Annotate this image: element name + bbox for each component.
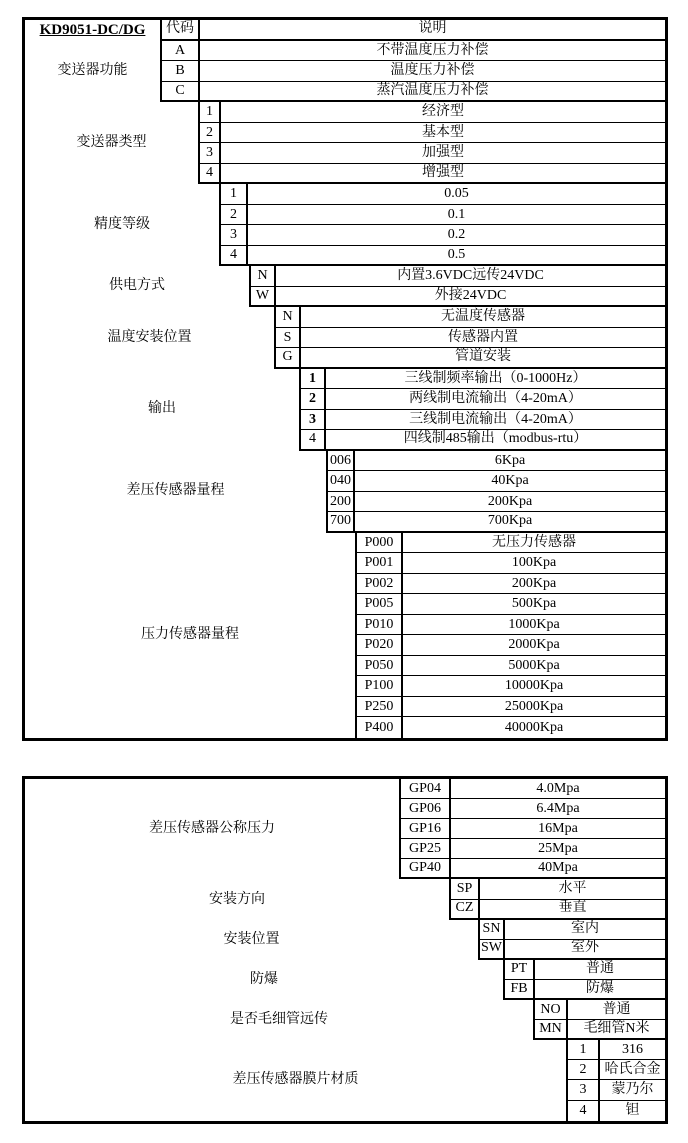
code-cell: 1 — [301, 369, 326, 389]
table-row — [328, 471, 665, 492]
section-label: 变送器类型 — [25, 102, 200, 184]
code-cell: 4 — [301, 430, 326, 449]
description-cell: 6Kpa — [494, 452, 526, 468]
option-section — [25, 1000, 665, 1040]
table-row — [480, 940, 665, 960]
table-row — [357, 656, 665, 677]
description-cell: 外接24VDC — [434, 287, 507, 303]
description-cell: 经济型 — [422, 104, 464, 119]
table-row — [357, 615, 665, 636]
table-row — [480, 920, 665, 940]
kd9051-ordering-table-upper — [22, 17, 668, 741]
description-cell: 无压力传感器 — [492, 534, 576, 550]
section-label: 是否毛细管远传 — [25, 1000, 535, 1040]
code-cell: 700 — [328, 512, 355, 531]
table-row — [451, 879, 665, 899]
code-cell: B — [162, 61, 200, 81]
description-cell: 钽 — [625, 1103, 640, 1119]
code-cell: G — [276, 348, 301, 367]
option-section — [25, 41, 665, 103]
code-cell: 200 — [328, 492, 355, 512]
code-cell: GP06 — [401, 799, 451, 818]
code-cell: CZ — [451, 900, 480, 918]
code-cell: 3 — [221, 225, 248, 245]
description-cell: 5000Kpa — [508, 657, 560, 673]
table-row — [535, 1000, 665, 1020]
option-section — [25, 102, 665, 184]
section-rows — [401, 779, 665, 879]
description-cell: 水平 — [558, 881, 587, 897]
table-row — [301, 410, 665, 431]
description-column-header: 说明 — [418, 21, 447, 36]
code-cell: GP25 — [401, 839, 451, 858]
code-cell: 1 — [200, 102, 221, 122]
description-cell: 传感器内置 — [448, 329, 518, 345]
description-cell: 6.4Mpa — [536, 800, 580, 816]
description-cell: 基本型 — [422, 124, 464, 140]
description-cell: 16Mpa — [538, 820, 578, 836]
table-row — [200, 164, 665, 185]
option-section — [25, 779, 665, 879]
table-row — [221, 246, 665, 267]
description-cell: 500Kpa — [511, 596, 557, 611]
code-cell: GP16 — [401, 819, 451, 838]
table-row — [276, 307, 665, 328]
section-rows — [162, 41, 665, 103]
description-cell: 700Kpa — [487, 513, 533, 528]
section-rows — [357, 533, 665, 738]
section-rows — [568, 1040, 665, 1120]
description-cell: 毛细管N米 — [583, 1020, 650, 1036]
description-cell: 防爆 — [586, 980, 614, 996]
code-cell: 3 — [301, 410, 326, 430]
section-rows — [221, 184, 665, 266]
code-cell: P002 — [357, 574, 403, 594]
option-section — [25, 533, 665, 738]
description-cell: 两线制电流输出（4-20mA） — [409, 391, 582, 406]
description-cell: 三线制电流输出（4-20mA） — [409, 411, 582, 427]
table-row — [276, 348, 665, 369]
description-cell: 200Kpa — [487, 493, 533, 509]
code-cell: P005 — [357, 594, 403, 614]
code-cell: 4 — [200, 164, 221, 183]
table-row — [162, 41, 665, 62]
description-cell: 普通 — [586, 961, 614, 977]
table-row — [568, 1060, 665, 1080]
table-row — [401, 819, 665, 839]
description-cell: 三线制频率输出（0-1000Hz） — [404, 370, 587, 386]
table-row — [221, 205, 665, 226]
description-cell: 普通 — [602, 1001, 631, 1017]
table-row — [568, 1040, 665, 1060]
section-label: 温度安装位置 — [25, 307, 276, 369]
description-cell: 室外 — [571, 940, 599, 956]
description-cell: 1000Kpa — [508, 616, 560, 632]
description-cell: 25000Kpa — [504, 698, 564, 714]
table-row — [357, 533, 665, 554]
section-label: 输出 — [25, 369, 301, 451]
table-row — [276, 328, 665, 349]
table-row — [401, 859, 665, 879]
code-cell: NO — [535, 1000, 568, 1019]
code-cell: W — [251, 287, 276, 306]
section-label: 防爆 — [25, 960, 505, 1000]
table-row — [301, 389, 665, 410]
code-cell: 3 — [200, 143, 221, 163]
code-cell: 2 — [301, 389, 326, 409]
code-column-header: 代码 — [162, 20, 200, 39]
description-cell: 哈氏合金 — [604, 1061, 661, 1077]
option-section — [25, 920, 665, 960]
table-row — [505, 960, 665, 980]
section-rows — [505, 960, 665, 1000]
description-cell: 四线制485输出（modbus-rtu） — [403, 431, 588, 446]
table-row — [568, 1080, 665, 1100]
table-row — [357, 574, 665, 595]
table-row — [301, 369, 665, 390]
section-rows — [251, 266, 665, 307]
section-rows — [451, 879, 665, 919]
description-cell: 200Kpa — [511, 575, 557, 591]
description-cell: 0.05 — [444, 186, 469, 201]
section-label: 差压传感器量程 — [25, 451, 328, 533]
description-cell: 0.2 — [447, 227, 466, 242]
code-cell: P250 — [357, 697, 403, 717]
description-cell: 4.0Mpa — [536, 780, 580, 796]
description-cell: 2000Kpa — [508, 637, 560, 652]
section-label: 供电方式 — [25, 266, 251, 307]
header-section — [25, 20, 665, 41]
table-row — [357, 594, 665, 615]
section-label: 安装位置 — [25, 920, 480, 960]
code-cell: P050 — [357, 656, 403, 676]
description-cell: 室内 — [571, 921, 599, 937]
table-row — [251, 266, 665, 287]
table-row — [328, 512, 665, 533]
table-row — [535, 1020, 665, 1040]
table-row — [301, 430, 665, 451]
description-cell: 无温度传感器 — [441, 309, 525, 324]
description-cell: 蒸汽温度压力补偿 — [376, 82, 489, 98]
table-row — [357, 553, 665, 574]
description-cell: 25Mpa — [538, 840, 578, 856]
section-label: 压力传感器量程 — [25, 533, 357, 738]
code-cell: 3 — [568, 1080, 600, 1099]
code-cell: 4 — [221, 246, 248, 265]
code-cell: 040 — [328, 471, 355, 491]
code-cell: 2 — [221, 205, 248, 225]
code-cell: 1 — [568, 1040, 600, 1059]
table-row — [357, 676, 665, 697]
section-label: 变送器功能 — [25, 41, 162, 103]
table-row — [162, 82, 665, 103]
table-row — [162, 20, 665, 41]
code-cell: P010 — [357, 615, 403, 635]
option-section — [25, 184, 665, 266]
table-row — [357, 635, 665, 656]
description-cell: 垂直 — [558, 900, 587, 916]
table-row — [401, 799, 665, 819]
section-rows — [200, 102, 665, 184]
table-row — [200, 123, 665, 144]
code-cell: SP — [451, 879, 480, 898]
description-cell: 管道安装 — [455, 349, 511, 364]
option-section — [25, 266, 665, 307]
section-rows — [276, 307, 665, 369]
code-cell: 2 — [568, 1060, 600, 1079]
code-cell: 2 — [200, 123, 221, 143]
code-cell: P100 — [357, 676, 403, 696]
code-cell: P020 — [357, 635, 403, 655]
model-number: KD9051-DC/DG — [25, 20, 162, 41]
code-cell: SW — [480, 940, 505, 958]
table-row — [401, 839, 665, 859]
description-cell: 0.1 — [447, 206, 466, 222]
description-cell: 加强型 — [422, 145, 464, 160]
code-cell: FB — [505, 980, 535, 998]
table-row — [221, 225, 665, 246]
description-cell: 内置3.6VDC远传24VDC — [397, 268, 544, 283]
table-row — [200, 143, 665, 164]
code-cell: P001 — [357, 553, 403, 573]
section-label: 安装方向 — [25, 879, 451, 919]
option-section — [25, 369, 665, 451]
table-row — [251, 287, 665, 308]
code-cell: P400 — [357, 717, 403, 738]
option-section — [25, 960, 665, 1000]
code-cell: N — [251, 266, 276, 286]
option-section — [25, 1040, 665, 1120]
section-rows — [328, 451, 665, 533]
code-cell: GP40 — [401, 859, 451, 877]
section-rows — [535, 1000, 665, 1040]
code-cell: A — [162, 41, 200, 61]
section-rows — [480, 920, 665, 960]
code-cell: PT — [505, 960, 535, 979]
table-row — [451, 900, 665, 920]
table-row — [221, 184, 665, 205]
code-cell: P000 — [357, 533, 403, 553]
kd9051-ordering-table-lower — [22, 776, 668, 1124]
table-row — [357, 717, 665, 738]
code-cell: C — [162, 82, 200, 101]
description-cell: 不带温度压力补偿 — [376, 42, 489, 58]
description-cell: 10000Kpa — [504, 678, 564, 693]
description-cell: 温度压力补偿 — [390, 63, 475, 78]
code-cell: N — [276, 307, 301, 327]
section-label: 差压传感器膜片材质 — [25, 1040, 568, 1120]
code-cell: SN — [480, 920, 505, 939]
section-label: 差压传感器公称压力 — [25, 779, 401, 879]
code-cell: 4 — [568, 1101, 600, 1121]
table-row — [357, 697, 665, 718]
section-rows — [162, 20, 665, 41]
code-cell: 1 — [221, 184, 248, 204]
description-cell: 40000Kpa — [504, 720, 564, 735]
description-cell: 蒙乃尔 — [611, 1082, 654, 1097]
table-row — [401, 779, 665, 799]
description-cell: 100Kpa — [511, 555, 557, 570]
description-cell: 40Mpa — [538, 859, 578, 875]
description-cell: 0.5 — [447, 246, 466, 262]
table-row — [505, 980, 665, 1000]
code-cell: S — [276, 328, 301, 348]
table-row — [568, 1101, 665, 1121]
table-row — [328, 492, 665, 513]
table-row — [328, 451, 665, 472]
option-section — [25, 879, 665, 919]
code-cell: GP04 — [401, 779, 451, 798]
table-row — [200, 102, 665, 123]
description-cell: 增强型 — [422, 164, 464, 180]
section-rows — [301, 369, 665, 451]
option-section — [25, 307, 665, 369]
option-section — [25, 451, 665, 533]
description-cell: 316 — [622, 1041, 643, 1057]
code-cell: MN — [535, 1020, 568, 1038]
table-row — [162, 61, 665, 82]
code-cell: 006 — [328, 451, 355, 471]
section-label: 精度等级 — [25, 184, 221, 266]
description-cell: 40Kpa — [491, 473, 529, 488]
